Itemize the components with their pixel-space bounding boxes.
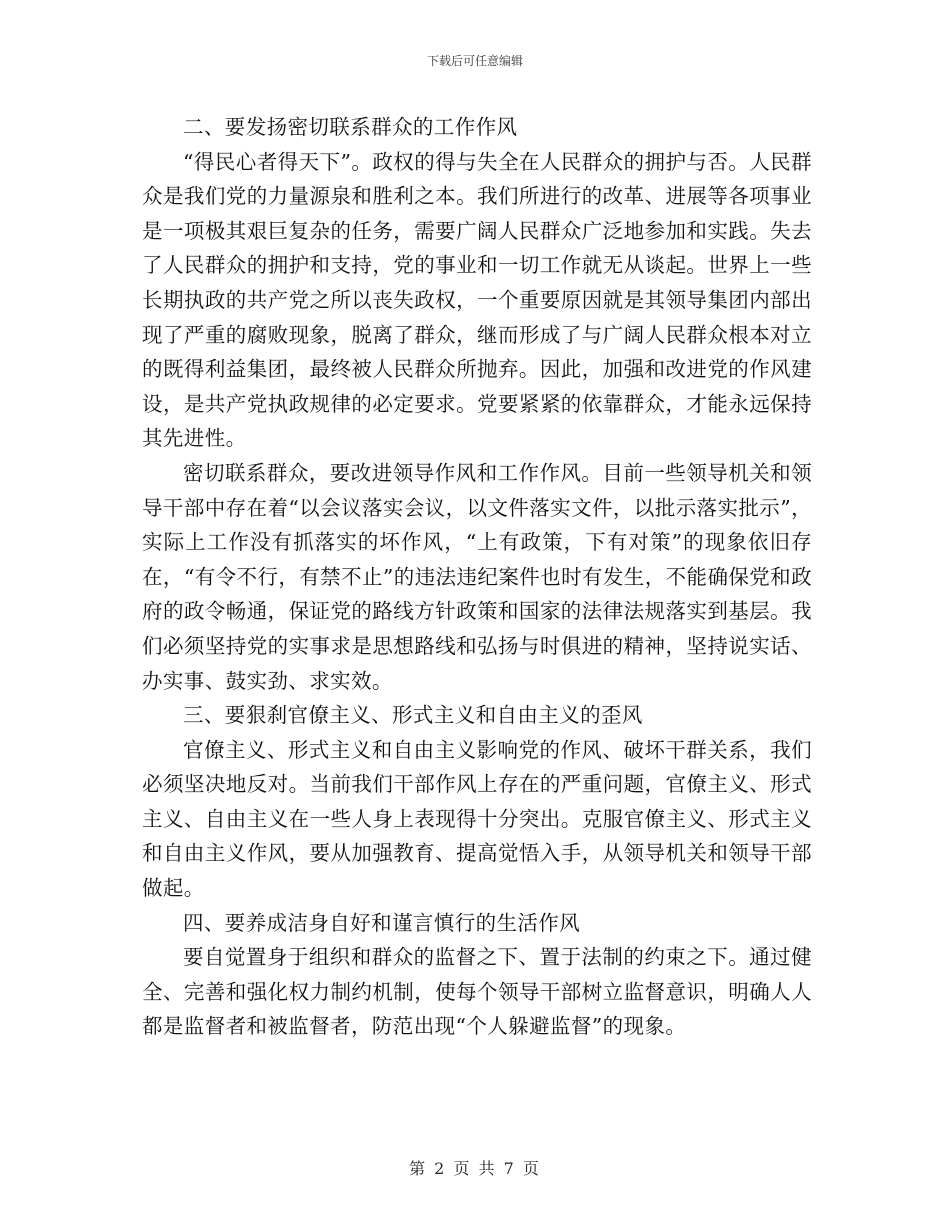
page-number-footer (0, 1156, 950, 1179)
body-paragraph: “得民心者得天下”。政权的得与失全在人民群众的拥护与否。人民群众是我们党的力量源泉和胜利之本。我们所进行的改革、进展等各项事业是一项极其艰巨复杂的任务，需要广阔人民群众广泛地参加和实践。失去了人民群众的拥护和支持，党的事业和一切工作就无从谈起。世界上一些长期执政的共产党之所以丧失政权，一个重要原因就是其领导集团内部出现了严重的腐败现象，脱离了群众，继而形成了与广阔人民群众根本对立的既得利益集团，最终被人民群众所抛弃。因此，加强和改进党的作风建设，是共产党执政规律的必定要求。党要紧紧的依靠群众，才能永远保持其先进性。 (142, 149, 812, 451)
total-pages-number: 7 (503, 1159, 516, 1178)
footer-middle: 页 共 (453, 1159, 497, 1178)
footer-prefix: 第 (409, 1159, 428, 1178)
section-heading-4: 四、要养成洁身自好和谨言慎行的生活作风 (183, 910, 581, 935)
footer-suffix: 页 (522, 1159, 541, 1178)
current-page-number: 2 (434, 1159, 447, 1178)
section-heading-3: 三、要狠刹官僚主义、形式主义和自由主义的歪风 (183, 703, 643, 728)
body-paragraph: 官僚主义、形式主义和自由主义影响党的作风、破坏干群关系，我们必须坚决地反对。当前我们干部作风上存在的严重问题，官僚主义、形式主义、自由主义在一些人身上表现得十分突出。克服官僚主义、形式主义和自由主义作风，要从加强教育、提高觉悟入手，从领导机关和领导干部做起。 (142, 737, 812, 901)
page-header-note: 下载后可任意编辑 (426, 54, 523, 68)
section-heading-2: 二、要发扬密切联系群众的工作作风 (183, 115, 518, 139)
body-paragraph: 要自觉置身于组织和群众的监督之下、置于法制的约束之下。通过健全、完善和强化权力制约机制，使每个领导干部树立监督意识，明确人人都是监督者和被监督者，防范出现“个人躲避监督”的现象。 (142, 945, 812, 1039)
body-paragraph: 密切联系群众，要改进领导作风和工作作风。目前一些领导机关和领导干部中存在着“以会议落实会议，以文件落实文件，以批示落实批示”，实际上工作没有抓落实的坏作风，“上有政策，下有对策”的现象依旧存在，“有令不行，有禁不止”的违法违纪案件也时有发生，不能确保党和政府的政令畅通，保证党的路线方针政策和国家的法律法规落实到基层。我们必须坚持党的实事求是思想路线和弘扬与时俱进的精神，坚持说实话、办实事、鼓实劲、求实效。 (142, 460, 812, 693)
document-body (142, 110, 812, 1044)
